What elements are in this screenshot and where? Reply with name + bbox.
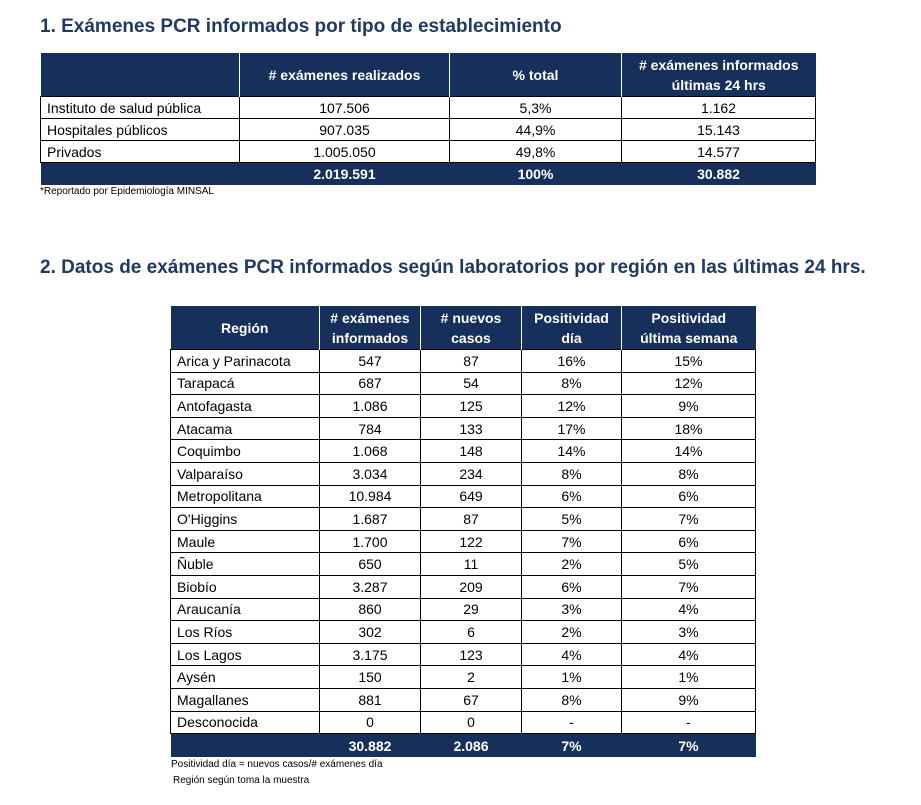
- table-cell: 5%: [522, 508, 622, 531]
- table-cell: 302: [320, 621, 421, 644]
- total-cell: 2.019.591: [240, 163, 450, 186]
- table-cell: 6: [421, 621, 522, 644]
- table-row: [171, 530, 756, 553]
- total-cell: 7%: [522, 734, 622, 758]
- table-row: [171, 575, 756, 598]
- table-cell: 67: [421, 688, 522, 711]
- table-cell: 5,3%: [450, 97, 622, 119]
- table-cell: 14%: [622, 440, 756, 463]
- region-name-cell: Tarapacá: [171, 372, 320, 395]
- region-name-cell: Aysén: [171, 666, 320, 689]
- table-cell: 8%: [522, 372, 622, 395]
- table-row: [171, 350, 756, 373]
- column-header-line: día: [561, 329, 582, 346]
- column-header-line: casos: [451, 329, 491, 346]
- table-cell: 133: [421, 417, 522, 440]
- table-cell: 3.175: [320, 643, 421, 666]
- table-row: [171, 462, 756, 485]
- section1-title: 1. Exámenes PCR informados por tipo de establecimiento: [40, 16, 562, 37]
- region-name-cell: Magallanes: [171, 688, 320, 711]
- table-cell: 8%: [522, 688, 622, 711]
- table-cell: 1.086: [320, 395, 421, 418]
- total-cell: 30.882: [320, 734, 421, 758]
- table-row: [171, 417, 756, 440]
- table-cell: 9%: [622, 395, 756, 418]
- table-cell: 0: [320, 711, 421, 734]
- table-cell: -: [622, 711, 756, 734]
- total-cell: 7%: [622, 734, 756, 758]
- table-cell: 3%: [622, 621, 756, 644]
- total-cell: [41, 163, 240, 186]
- table-row: [41, 97, 816, 119]
- total-cell: [171, 734, 320, 758]
- table-cell: 15.143: [622, 119, 816, 141]
- total-row: [171, 734, 756, 758]
- column-header: % total: [450, 53, 622, 97]
- section2-title: 2. Datos de exámenes PCR informados según laboratorios por región en las últimas 24 hrs.: [40, 257, 866, 278]
- table-cell: 4%: [622, 643, 756, 666]
- column-header-line: Positividad: [534, 309, 609, 326]
- region-name-cell: Valparaíso: [171, 462, 320, 485]
- table-cell: 649: [421, 485, 522, 508]
- table-cell: 3.034: [320, 462, 421, 485]
- region-note: Región según toma la muestra: [173, 775, 310, 786]
- table-row: [171, 395, 756, 418]
- table-cell: 234: [421, 462, 522, 485]
- table-row: [41, 119, 816, 141]
- table-cell: 1.687: [320, 508, 421, 531]
- table-row: [171, 711, 756, 734]
- table-cell: 87: [421, 508, 522, 531]
- table-row: [171, 508, 756, 531]
- total-cell: 100%: [450, 163, 622, 186]
- region-name-cell: Antofagasta: [171, 395, 320, 418]
- table-cell: 9%: [622, 688, 756, 711]
- table-cell: 2%: [522, 553, 622, 576]
- table-row: [171, 440, 756, 463]
- region-table: [170, 306, 756, 757]
- total-cell: 30.882: [622, 163, 816, 186]
- region-name-cell: Los Ríos: [171, 621, 320, 644]
- table-cell: 6%: [622, 485, 756, 508]
- table-cell: 907.035: [240, 119, 450, 141]
- column-header-line: # exámenes: [330, 309, 410, 326]
- table-cell: 860: [320, 598, 421, 621]
- table-cell: 6%: [622, 530, 756, 553]
- table-cell: 1.700: [320, 530, 421, 553]
- table-cell: 14.577: [622, 141, 816, 163]
- table-cell: 4%: [622, 598, 756, 621]
- column-header-line: Región: [221, 319, 269, 336]
- region-name-cell: Maule: [171, 530, 320, 553]
- table-cell: 54: [421, 372, 522, 395]
- column-header-line: # exámenes informados: [638, 56, 799, 73]
- region-name-cell: Araucanía: [171, 598, 320, 621]
- column-header: # exámenes realizados: [240, 53, 450, 97]
- table-cell: 18%: [622, 417, 756, 440]
- region-name-cell: Atacama: [171, 417, 320, 440]
- column-header-line: informados: [331, 329, 409, 346]
- table-row: [171, 666, 756, 689]
- table-cell: 14%: [522, 440, 622, 463]
- total-row: [41, 163, 816, 186]
- table-row: [171, 553, 756, 576]
- column-header-line: última semana: [640, 329, 738, 346]
- table-cell: 107.506: [240, 97, 450, 119]
- table-cell: 7%: [522, 530, 622, 553]
- table-row: [171, 598, 756, 621]
- table-cell: 7%: [622, 575, 756, 598]
- table-cell: 2%: [522, 621, 622, 644]
- table-cell: 7%: [622, 508, 756, 531]
- table-cell: 5%: [622, 553, 756, 576]
- table-header-row: [41, 53, 816, 97]
- region-name-cell: Coquimbo: [171, 440, 320, 463]
- table-cell: 687: [320, 372, 421, 395]
- table-cell: 16%: [522, 350, 622, 373]
- table-cell: 1%: [622, 666, 756, 689]
- table-cell: 0: [421, 711, 522, 734]
- table-cell: 10.984: [320, 485, 421, 508]
- table-cell: 3.287: [320, 575, 421, 598]
- region-name-cell: Metropolitana: [171, 485, 320, 508]
- table-cell: 29: [421, 598, 522, 621]
- table-cell: 1%: [522, 666, 622, 689]
- establishment-name-cell: Privados: [41, 141, 240, 163]
- table-cell: 17%: [522, 417, 622, 440]
- column-header: [421, 306, 522, 350]
- table-cell: 4%: [522, 643, 622, 666]
- column-header: [320, 306, 421, 350]
- table-row: [171, 372, 756, 395]
- table-cell: 2: [421, 666, 522, 689]
- table-cell: 1.068: [320, 440, 421, 463]
- region-name-cell: Ñuble: [171, 553, 320, 576]
- table-cell: 3%: [522, 598, 622, 621]
- table-row: [171, 485, 756, 508]
- table-cell: 123: [421, 643, 522, 666]
- column-header: [171, 306, 320, 350]
- total-cell: 2.086: [421, 734, 522, 758]
- establishment-name-cell: Hospitales públicos: [41, 119, 240, 141]
- table-cell: 125: [421, 395, 522, 418]
- table-cell: 209: [421, 575, 522, 598]
- table-cell: 87: [421, 350, 522, 373]
- table-cell: 8%: [622, 462, 756, 485]
- table-cell: 12%: [522, 395, 622, 418]
- positivity-note: Positividad día = nuevos casos/# exámenes día: [171, 759, 383, 770]
- column-header: [522, 306, 622, 350]
- region-name-cell: O'Higgins: [171, 508, 320, 531]
- table-cell: 1.162: [622, 97, 816, 119]
- column-header: [622, 53, 816, 97]
- table-row: [171, 688, 756, 711]
- source-note: *Reportado por Epidemiología MINSAL: [40, 186, 214, 197]
- table-cell: 49,8%: [450, 141, 622, 163]
- table-cell: 650: [320, 553, 421, 576]
- table-cell: 150: [320, 666, 421, 689]
- region-name-cell: Arica y Parinacota: [171, 350, 320, 373]
- table-cell: 148: [421, 440, 522, 463]
- table-cell: 6%: [522, 575, 622, 598]
- table-cell: 1.005.050: [240, 141, 450, 163]
- column-header-line: Positividad: [651, 309, 727, 326]
- table-cell: 122: [421, 530, 522, 553]
- table-cell: 11: [421, 553, 522, 576]
- column-header: [41, 53, 240, 97]
- table-cell: 784: [320, 417, 421, 440]
- table-row: [171, 621, 756, 644]
- table-cell: 547: [320, 350, 421, 373]
- establishment-table: [40, 53, 816, 185]
- table-row: [41, 141, 816, 163]
- table-cell: 44,9%: [450, 119, 622, 141]
- establishment-name-cell: Instituto de salud pública: [41, 97, 240, 119]
- column-header: [622, 306, 756, 350]
- table-cell: 15%: [622, 350, 756, 373]
- region-name-cell: Biobío: [171, 575, 320, 598]
- region-name-cell: Desconocida: [171, 711, 320, 734]
- column-header-line: últimas 24 hrs: [671, 76, 766, 93]
- table-cell: -: [522, 711, 622, 734]
- column-header-line: # nuevos: [440, 309, 502, 326]
- table-cell: 12%: [622, 372, 756, 395]
- table-cell: 8%: [522, 462, 622, 485]
- table-cell: 881: [320, 688, 421, 711]
- table-cell: 6%: [522, 485, 622, 508]
- table-header-row: [171, 306, 756, 350]
- region-name-cell: Los Lagos: [171, 643, 320, 666]
- table-row: [171, 643, 756, 666]
